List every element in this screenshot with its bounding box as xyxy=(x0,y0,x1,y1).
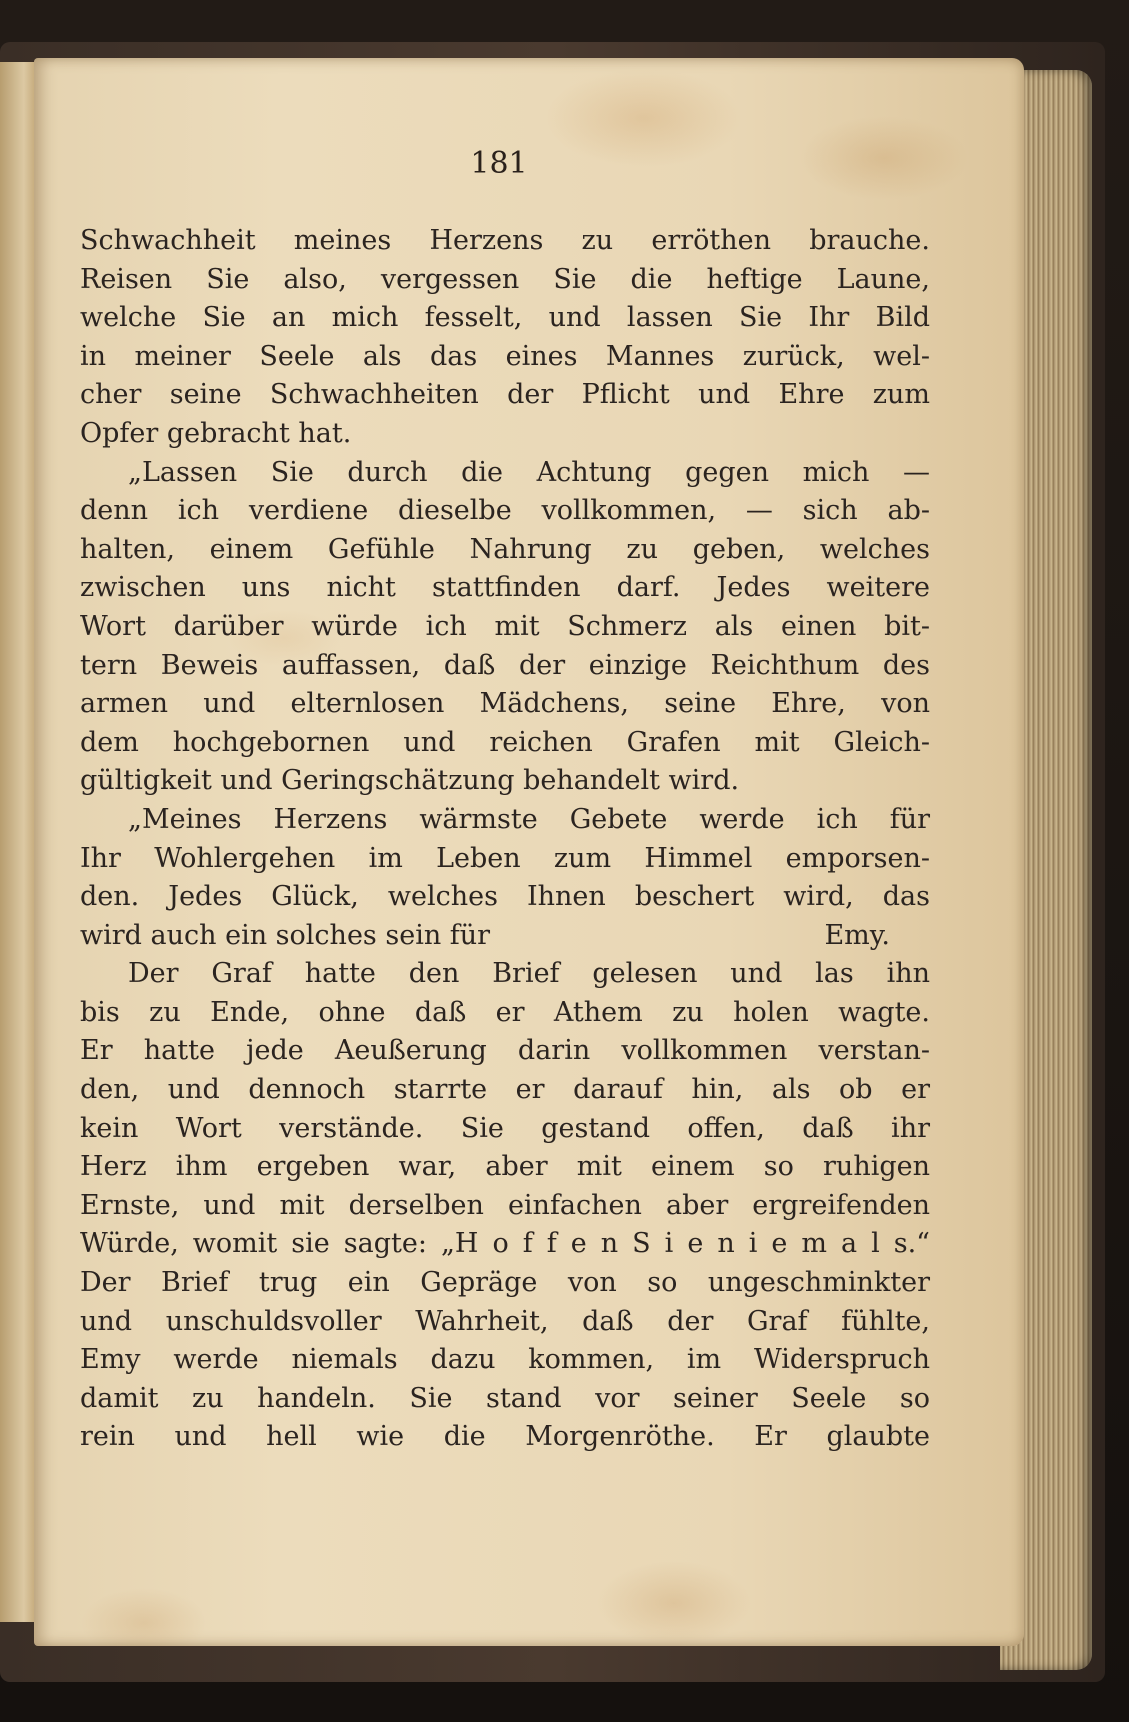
page-text xyxy=(80,222,930,1457)
text-line: zwischen uns nicht stattfinden darf. Jedes weitere xyxy=(80,572,930,604)
text-line: Reisen Sie also, vergessen Sie die heftige Laune, xyxy=(80,263,930,295)
text-line: welche Sie an mich fesselt, und lassen Sie Ihr Bild xyxy=(80,302,930,334)
text-line: Ihr Wohlergehen im Leben zum Himmel emporsen- xyxy=(80,842,930,874)
letter-signature: Emy. xyxy=(824,919,890,951)
text-line: denn ich verdiene dieselbe vollkommen, — sich ab- xyxy=(80,495,930,527)
text-line: „Lassen Sie durch die Achtung gegen mich — xyxy=(128,456,930,488)
text-line: Der Graf hatte den Brief gelesen und las ihn xyxy=(128,958,930,990)
text-line: cher seine Schwachheiten der Pflicht und Ehre zum xyxy=(80,379,930,411)
text-line: „Meines Herzens wärmste Gebete werde ich für xyxy=(128,803,930,835)
text-line: Wort darüber würde ich mit Schmerz als einen bit- xyxy=(80,610,930,642)
text-line: in meiner Seele als das eines Mannes zurück, wel- xyxy=(80,340,930,372)
book-page xyxy=(34,58,1024,1646)
text-line: wird auch ein solches sein für xyxy=(80,919,491,951)
text-line: Ernste, und mit derselben einfachen aber ergreifenden xyxy=(80,1189,930,1221)
text-line: bis zu Ende, ohne daß er Athem zu holen wagte. xyxy=(80,996,930,1028)
text-line: den, und dennoch starrte er darauf hin, als ob er xyxy=(80,1074,930,1106)
text-line: Herz ihm ergeben war, aber mit einem so ruhigen xyxy=(80,1151,930,1183)
text-line: rein und hell wie die Morgenröthe. Er glaubte xyxy=(80,1421,930,1453)
text-line: Der Brief trug ein Gepräge von so ungeschminkter xyxy=(80,1267,930,1299)
text-line: Emy werde niemals dazu kommen, im Widerspruch xyxy=(80,1344,930,1376)
text-line: Schwachheit meines Herzens zu erröthen brauche. xyxy=(80,225,930,256)
text-line: gültigkeit und Geringschätzung behandelt wird. xyxy=(80,765,740,797)
text-line: dem hochgebornen und reichen Grafen mit Gleich- xyxy=(80,726,930,758)
text-line: tern Beweis auffassen, daß der einzige Reichthum des xyxy=(80,649,930,681)
page-number: 181 xyxy=(470,146,528,181)
text-line: Er hatte jede Aeußerung darin vollkommen verstan- xyxy=(80,1035,930,1067)
text-line: Opfer gebracht hat. xyxy=(80,417,352,449)
text-line: damit zu handeln. Sie stand vor seiner Seele so xyxy=(80,1382,930,1414)
text-line: den. Jedes Glück, welches Ihnen beschert wird, das xyxy=(80,881,930,913)
text-line: und unschuldsvoller Wahrheit, daß der Graf fühlte, xyxy=(80,1305,930,1337)
text-line: Würde, womit sie sagte: „H o f f e n S i e n i e m a l s.“ xyxy=(80,1228,930,1260)
text-line: armen und elternlosen Mädchens, seine Ehre, von xyxy=(80,688,930,720)
text-line: halten, einem Gefühle Nahrung zu geben, welches xyxy=(80,533,930,565)
text-line: kein Wort verstände. Sie gestand offen, daß ihr xyxy=(80,1112,930,1144)
previous-page-edge xyxy=(0,62,36,1622)
text-line-with-signature xyxy=(80,917,930,956)
